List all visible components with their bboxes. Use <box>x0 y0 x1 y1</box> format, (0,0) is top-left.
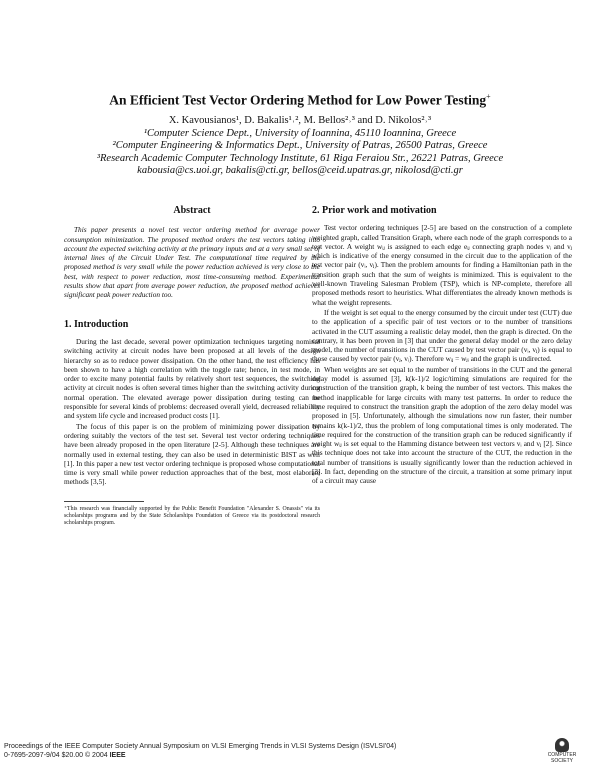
abstract-heading: Abstract <box>173 205 211 216</box>
prior-work-heading: 2. Prior work and motivation <box>312 205 437 216</box>
logo-text-2: SOCIETY <box>551 758 573 764</box>
right-column <box>312 206 572 487</box>
intro-heading: 1. Introduction <box>64 318 129 330</box>
affiliation-3: ³Research Academic Computer Technology Institute, 61 Riga Feraiou Str., 26221 Patras, Greece <box>96 152 504 164</box>
author-emails: kabousia@cs.uoi.gr, bakalis@cti.gr, bellos@ceid.upatras.gr, nikolosd@cti.gr <box>137 165 463 176</box>
ieee-mark: IEEE <box>109 752 126 759</box>
title-text: An Efficient Test Vector Ordering Method for Low Power Testing <box>109 92 487 108</box>
prior-paragraph-3: When weights are set equal to the number of transitions in the CUT and the general delay model is assumed [3], k(k-1)/2 logic/timing simulations are required for the construction of the transition graph, k being the number of test vectors. This makes the method inapplicable for large circuits with many test patterns. In order to reduce the time required to construct the transition graph the adoption of the zero delay model was proposed in [5]. Unfortunately, although the simulations now run faster, their number remains k(k-1)/2, thus the problem of long computational times is only moderated. The time required for the construction of the transition graph can be reduced significantly if weight wᵢⱼ is set equal to the Hamming distance between test vectors vᵢ and vⱼ [2]. Since this technique does not take into account the structure of the CUT, the reduction in the total number of transitions is usually significantly lower than the reduction achieved in [3]. In fact, depending on the structure of the circuit, a transition at some primary input of a circuit may cause <box>312 364 572 486</box>
title-footnote-mark: + <box>486 92 491 101</box>
left-column <box>64 206 320 527</box>
author-block <box>0 115 600 178</box>
proceedings-line: Proceedings of the IEEE Computer Society Annual Symposium on VLSI Emerging Trends in VLSI Systems Design (ISVLSI'04) <box>4 743 397 750</box>
logo-text-1: COMPUTER <box>547 752 577 758</box>
intro-paragraph-2: The focus of this paper is on the problem of minimizing power dissipation by ordering suitably the vectors of the test set. Several test vector ordering techniques have been already proposed in the open literature [2-5]. Although these techniques are normally used in external testing, they can also be used in deterministic BIST as well [1]. In this paper a new test vector ordering technique is proposed whose computational time is very small while power reduction approaches that of the best, most elaborate methods [3,5]. <box>64 421 320 487</box>
paper-title <box>0 92 600 109</box>
affiliation-1: ¹Computer Science Dept., University of Ioannina, 45110 Ioannina, Greece <box>143 127 457 139</box>
isbn-line: 0-7695-2097-9/04 $20.00 © 2004 <box>4 752 110 759</box>
footnote-rule <box>64 501 144 502</box>
proceedings-footer <box>4 742 396 760</box>
affiliation-2: ²Computer Engineering & Informatics Dept., University of Patras, 26500 Patras, Greece <box>112 140 488 151</box>
prior-paragraph-1: Test vector ordering techniques [2-5] are based on the construction of a complete weighted graph, called Transition Graph, where each node of the graph corresponds to a test vector. A weight wᵢⱼ is assigned to each edge eᵢⱼ connecting graph nodes vᵢ and vⱼ which is indicative of the energy consumed in the circuit due to the application of the test vector pair (vᵢ, vⱼ). Then the problem amounts for finding a Hamiltonian path in the transition graph such that the sum of weights is minimized. This is equivalent to the well-known Traveling Salesman Problem (TSP), which is NP-complete, therefore all proposed methods resort to heuristics. What differentiates the already known methods is what the weight represents. <box>312 223 572 307</box>
prior-paragraph-2: If the weight is set equal to the energy consumed by the circuit under test (CUT) due to the application of a specific pair of test vectors or to the number of transitions activated in the CUT assuming a realistic delay model, then the graph is directed. On the contrary, it has been proven in [3] that under the general delay model or the zero delay model, the number of transitions in the CUT caused by test vector pair (vᵢ, vⱼ) is equal to those caused by vector pair (vⱼ, vᵢ). Therefore wᵢⱼ = wⱼᵢ and the graph is undirected. <box>312 307 572 364</box>
footnote: ⁺This research was financially supported by the Public Benefit Foundation "Alexander S. Onassis" via its scholarships programs and by the State Scholarships Foundation of Greece via its postdoctoral research scholarships program. <box>64 505 320 526</box>
computer-society-icon <box>555 738 569 752</box>
computer-society-logo <box>542 738 582 772</box>
intro-paragraph-1: During the last decade, several power optimization techniques targeting nominal switching activity at circuit nodes have been proposed at all levels of the design hierarchy so as to reduce power dissipation. On the other hand, the test efficiency has been shown to have a high correlation with the toggle rate; hence, in test mode, in order to excite many potential faults by relatively short test sequences, the switching activity at circuit nodes is often several times higher than the switching activity during normal operation. The elevated average power dissipation during testing can be responsible for several kinds of problems: decreased overall yield, decreased reliability and system life cycle and increased product costs [1]. <box>64 336 320 421</box>
abstract-text: This paper presents a novel test vector ordering method for average power consumption minimization. The proposed method orders the test vectors taking into account the expected switching activity at the primary inputs and at a very small set of internal lines of the Circuit Under Test. The computational time required by the proposed method is very small while the power reduction achieved is very close to the best, with respect to power reduction, most time-consuming method. Experimental results show that apart from average power reduction, the proposed method achieves significant peak power reduction too. <box>64 225 320 300</box>
author-names: X. Kavousianos¹, D. Bakalis¹˒², M. Bellos²˒³ and D. Nikolos²˒³ <box>168 115 432 126</box>
